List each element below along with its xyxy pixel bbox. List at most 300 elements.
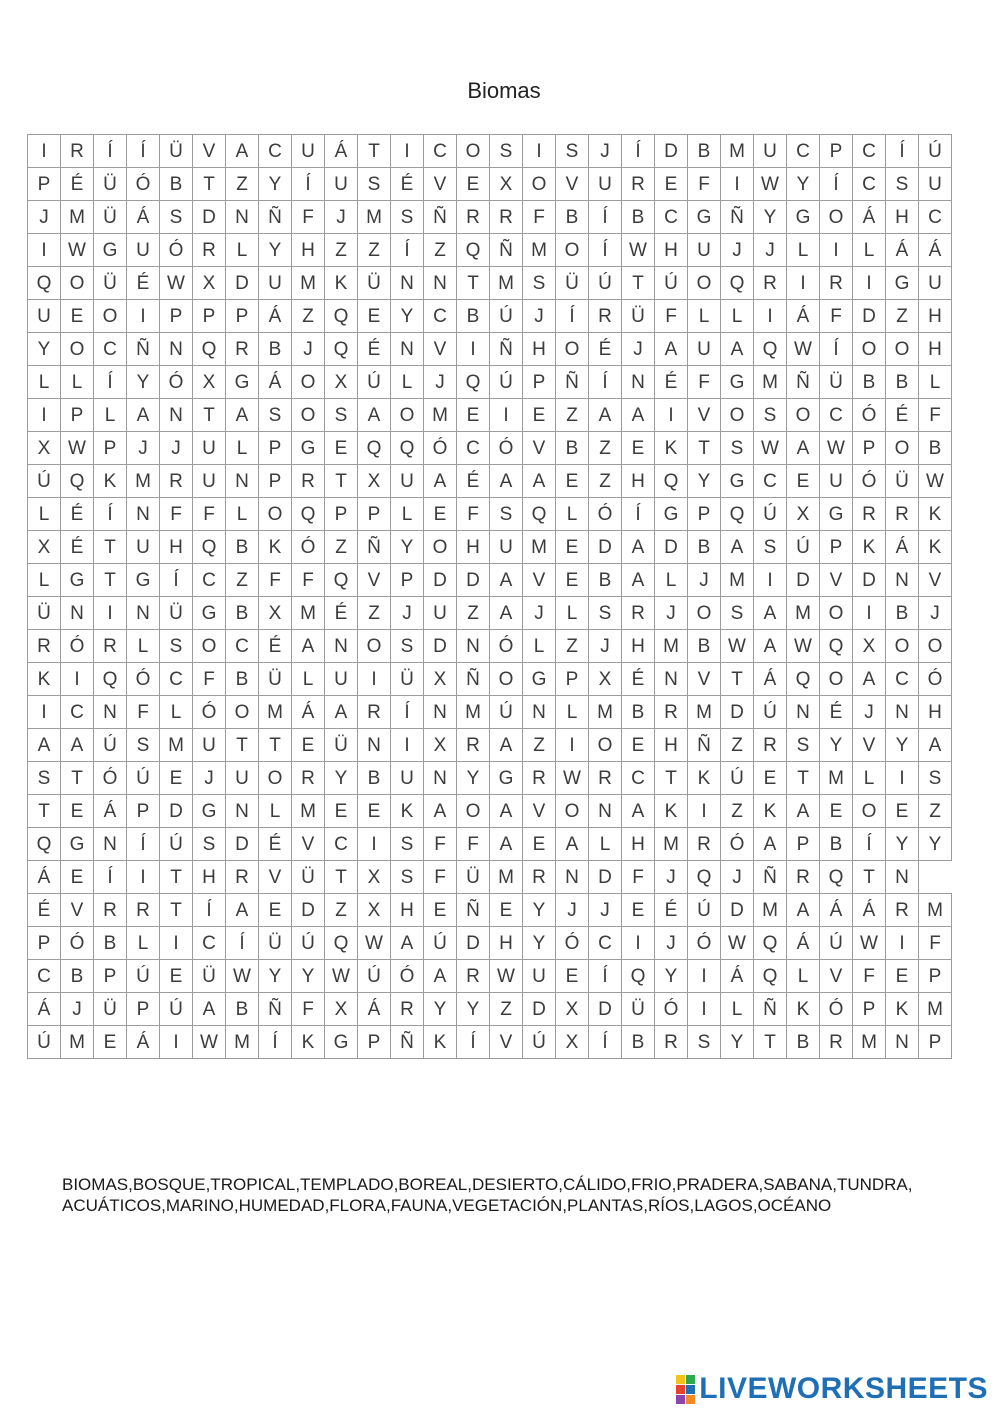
- grid-cell[interactable]: P: [820, 531, 853, 564]
- grid-cell[interactable]: O: [391, 399, 424, 432]
- grid-cell[interactable]: V: [820, 564, 853, 597]
- grid-cell[interactable]: H: [193, 861, 226, 894]
- grid-cell[interactable]: J: [754, 234, 787, 267]
- grid-cell[interactable]: P: [28, 168, 61, 201]
- grid-cell[interactable]: P: [919, 1026, 952, 1059]
- grid-cell[interactable]: É: [886, 399, 919, 432]
- grid-cell[interactable]: I: [391, 135, 424, 168]
- grid-cell[interactable]: A: [193, 993, 226, 1026]
- grid-cell[interactable]: P: [391, 564, 424, 597]
- grid-cell[interactable]: F: [820, 300, 853, 333]
- grid-cell[interactable]: W: [919, 465, 952, 498]
- grid-cell[interactable]: Ü: [259, 663, 292, 696]
- grid-cell[interactable]: B: [259, 333, 292, 366]
- grid-cell[interactable]: V: [688, 399, 721, 432]
- grid-cell[interactable]: T: [259, 729, 292, 762]
- grid-cell[interactable]: S: [523, 267, 556, 300]
- grid-cell[interactable]: T: [655, 762, 688, 795]
- grid-cell[interactable]: S: [688, 1026, 721, 1059]
- grid-cell[interactable]: L: [556, 498, 589, 531]
- grid-cell[interactable]: N: [160, 333, 193, 366]
- grid-cell[interactable]: N: [61, 597, 94, 630]
- grid-cell[interactable]: A: [754, 630, 787, 663]
- grid-cell[interactable]: K: [655, 795, 688, 828]
- grid-cell[interactable]: R: [490, 201, 523, 234]
- grid-cell[interactable]: J: [292, 333, 325, 366]
- grid-cell[interactable]: L: [226, 498, 259, 531]
- grid-cell[interactable]: H: [919, 333, 952, 366]
- grid-cell[interactable]: A: [325, 696, 358, 729]
- grid-cell[interactable]: I: [556, 729, 589, 762]
- grid-cell[interactable]: K: [886, 993, 919, 1026]
- grid-cell[interactable]: Á: [28, 993, 61, 1026]
- grid-cell[interactable]: B: [226, 993, 259, 1026]
- grid-cell[interactable]: N: [94, 828, 127, 861]
- grid-cell[interactable]: Ú: [424, 927, 457, 960]
- grid-cell[interactable]: Z: [589, 465, 622, 498]
- grid-cell[interactable]: P: [919, 960, 952, 993]
- grid-cell[interactable]: J: [556, 894, 589, 927]
- grid-cell[interactable]: E: [820, 795, 853, 828]
- grid-cell[interactable]: L: [919, 366, 952, 399]
- grid-cell[interactable]: P: [853, 993, 886, 1026]
- grid-cell[interactable]: Ó: [193, 696, 226, 729]
- grid-cell[interactable]: C: [325, 828, 358, 861]
- grid-cell[interactable]: X: [424, 663, 457, 696]
- grid-cell[interactable]: Ü: [457, 861, 490, 894]
- grid-cell[interactable]: N: [589, 795, 622, 828]
- grid-cell[interactable]: C: [886, 663, 919, 696]
- grid-cell[interactable]: J: [853, 696, 886, 729]
- grid-cell[interactable]: Ü: [94, 267, 127, 300]
- grid-cell[interactable]: F: [622, 861, 655, 894]
- grid-cell[interactable]: C: [226, 630, 259, 663]
- grid-cell[interactable]: D: [424, 564, 457, 597]
- grid-cell[interactable]: R: [358, 696, 391, 729]
- grid-cell[interactable]: L: [556, 696, 589, 729]
- grid-cell[interactable]: M: [688, 696, 721, 729]
- grid-cell[interactable]: F: [919, 399, 952, 432]
- grid-cell[interactable]: G: [721, 366, 754, 399]
- grid-cell[interactable]: Í: [457, 1026, 490, 1059]
- grid-cell[interactable]: U: [127, 531, 160, 564]
- grid-cell[interactable]: É: [61, 168, 94, 201]
- grid-cell[interactable]: T: [61, 762, 94, 795]
- grid-cell[interactable]: Z: [721, 795, 754, 828]
- grid-cell[interactable]: I: [754, 300, 787, 333]
- grid-cell[interactable]: S: [556, 135, 589, 168]
- grid-cell[interactable]: Í: [853, 828, 886, 861]
- grid-cell[interactable]: Á: [919, 234, 952, 267]
- grid-cell[interactable]: Z: [556, 630, 589, 663]
- grid-cell[interactable]: Ü: [94, 168, 127, 201]
- grid-cell[interactable]: Ñ: [424, 201, 457, 234]
- grid-cell[interactable]: S: [325, 399, 358, 432]
- grid-cell[interactable]: O: [589, 729, 622, 762]
- grid-cell[interactable]: N: [886, 696, 919, 729]
- grid-cell[interactable]: S: [127, 729, 160, 762]
- grid-cell[interactable]: W: [61, 432, 94, 465]
- grid-cell[interactable]: B: [556, 432, 589, 465]
- grid-cell[interactable]: O: [292, 399, 325, 432]
- grid-cell[interactable]: Ú: [127, 762, 160, 795]
- grid-cell[interactable]: O: [490, 663, 523, 696]
- grid-cell[interactable]: Y: [886, 729, 919, 762]
- grid-cell[interactable]: Y: [391, 300, 424, 333]
- grid-cell[interactable]: T: [94, 564, 127, 597]
- grid-cell[interactable]: A: [490, 597, 523, 630]
- grid-cell[interactable]: T: [193, 168, 226, 201]
- grid-cell[interactable]: L: [721, 300, 754, 333]
- grid-cell[interactable]: Ó: [61, 927, 94, 960]
- grid-cell[interactable]: B: [853, 366, 886, 399]
- grid-cell[interactable]: T: [622, 267, 655, 300]
- grid-cell[interactable]: P: [556, 663, 589, 696]
- grid-cell[interactable]: Ü: [28, 597, 61, 630]
- grid-cell[interactable]: R: [160, 465, 193, 498]
- grid-cell[interactable]: D: [721, 696, 754, 729]
- grid-cell[interactable]: R: [655, 696, 688, 729]
- grid-cell[interactable]: Q: [193, 531, 226, 564]
- grid-cell[interactable]: Q: [325, 927, 358, 960]
- grid-cell[interactable]: L: [556, 597, 589, 630]
- grid-cell[interactable]: E: [787, 465, 820, 498]
- grid-cell[interactable]: É: [589, 333, 622, 366]
- grid-cell[interactable]: S: [391, 201, 424, 234]
- grid-cell[interactable]: C: [787, 135, 820, 168]
- grid-cell[interactable]: A: [787, 795, 820, 828]
- grid-cell[interactable]: L: [391, 366, 424, 399]
- grid-cell[interactable]: O: [61, 333, 94, 366]
- grid-cell[interactable]: O: [919, 630, 952, 663]
- grid-cell[interactable]: J: [424, 366, 457, 399]
- grid-cell[interactable]: W: [160, 267, 193, 300]
- grid-cell[interactable]: R: [820, 267, 853, 300]
- grid-cell[interactable]: E: [457, 168, 490, 201]
- grid-cell[interactable]: K: [292, 1026, 325, 1059]
- grid-cell[interactable]: Q: [688, 861, 721, 894]
- grid-cell[interactable]: N: [127, 498, 160, 531]
- grid-cell[interactable]: É: [325, 597, 358, 630]
- grid-cell[interactable]: B: [886, 597, 919, 630]
- grid-cell[interactable]: W: [853, 927, 886, 960]
- grid-cell[interactable]: B: [94, 927, 127, 960]
- grid-cell[interactable]: L: [391, 498, 424, 531]
- grid-cell[interactable]: X: [556, 993, 589, 1026]
- grid-cell[interactable]: J: [589, 630, 622, 663]
- grid-cell[interactable]: E: [61, 795, 94, 828]
- grid-cell[interactable]: J: [655, 597, 688, 630]
- grid-cell[interactable]: O: [358, 630, 391, 663]
- grid-cell[interactable]: R: [457, 960, 490, 993]
- grid-cell[interactable]: Á: [127, 1026, 160, 1059]
- grid-cell[interactable]: N: [886, 1026, 919, 1059]
- grid-cell[interactable]: Ú: [919, 135, 952, 168]
- grid-cell[interactable]: D: [853, 564, 886, 597]
- grid-cell[interactable]: Q: [622, 960, 655, 993]
- grid-cell[interactable]: Z: [226, 168, 259, 201]
- grid-cell[interactable]: O: [820, 663, 853, 696]
- grid-cell[interactable]: B: [622, 201, 655, 234]
- grid-cell[interactable]: U: [391, 465, 424, 498]
- grid-cell[interactable]: É: [61, 531, 94, 564]
- grid-cell[interactable]: E: [556, 531, 589, 564]
- grid-cell[interactable]: N: [457, 630, 490, 663]
- grid-cell[interactable]: H: [622, 630, 655, 663]
- grid-cell[interactable]: Ú: [490, 696, 523, 729]
- grid-cell[interactable]: B: [556, 201, 589, 234]
- grid-cell[interactable]: O: [787, 399, 820, 432]
- grid-cell[interactable]: C: [457, 432, 490, 465]
- grid-cell[interactable]: J: [193, 762, 226, 795]
- grid-cell[interactable]: A: [490, 828, 523, 861]
- grid-cell[interactable]: H: [622, 465, 655, 498]
- grid-cell[interactable]: Ñ: [490, 234, 523, 267]
- grid-cell[interactable]: V: [688, 663, 721, 696]
- grid-cell[interactable]: E: [886, 960, 919, 993]
- grid-cell[interactable]: E: [259, 894, 292, 927]
- grid-cell[interactable]: T: [160, 861, 193, 894]
- grid-cell[interactable]: C: [919, 201, 952, 234]
- grid-cell[interactable]: C: [853, 168, 886, 201]
- grid-cell[interactable]: Ó: [688, 927, 721, 960]
- grid-cell[interactable]: Z: [325, 894, 358, 927]
- grid-cell[interactable]: Á: [94, 795, 127, 828]
- grid-cell[interactable]: Ñ: [457, 663, 490, 696]
- grid-cell[interactable]: Q: [820, 630, 853, 663]
- grid-cell[interactable]: W: [622, 234, 655, 267]
- grid-cell[interactable]: Ü: [160, 597, 193, 630]
- grid-cell[interactable]: R: [589, 762, 622, 795]
- grid-cell[interactable]: F: [292, 564, 325, 597]
- grid-cell[interactable]: Ó: [853, 399, 886, 432]
- grid-cell[interactable]: B: [820, 828, 853, 861]
- grid-cell[interactable]: T: [787, 762, 820, 795]
- grid-cell[interactable]: H: [919, 300, 952, 333]
- grid-cell[interactable]: S: [391, 828, 424, 861]
- grid-cell[interactable]: A: [226, 894, 259, 927]
- grid-cell[interactable]: G: [325, 1026, 358, 1059]
- grid-cell[interactable]: L: [292, 663, 325, 696]
- grid-cell[interactable]: N: [523, 696, 556, 729]
- grid-cell[interactable]: E: [523, 828, 556, 861]
- grid-cell[interactable]: X: [358, 894, 391, 927]
- grid-cell[interactable]: O: [688, 267, 721, 300]
- grid-cell[interactable]: Í: [622, 498, 655, 531]
- grid-cell[interactable]: P: [127, 993, 160, 1026]
- grid-cell[interactable]: L: [160, 696, 193, 729]
- grid-cell[interactable]: H: [490, 927, 523, 960]
- grid-cell[interactable]: Q: [457, 234, 490, 267]
- grid-cell[interactable]: A: [556, 828, 589, 861]
- grid-cell[interactable]: O: [556, 795, 589, 828]
- grid-cell[interactable]: L: [688, 300, 721, 333]
- grid-cell[interactable]: D: [721, 894, 754, 927]
- grid-cell[interactable]: B: [622, 1026, 655, 1059]
- grid-cell[interactable]: F: [292, 201, 325, 234]
- grid-cell[interactable]: U: [688, 333, 721, 366]
- grid-cell[interactable]: X: [28, 531, 61, 564]
- grid-cell[interactable]: Á: [820, 894, 853, 927]
- grid-cell[interactable]: R: [820, 1026, 853, 1059]
- grid-cell[interactable]: É: [28, 894, 61, 927]
- grid-cell[interactable]: O: [457, 795, 490, 828]
- grid-cell[interactable]: M: [721, 135, 754, 168]
- grid-cell[interactable]: R: [886, 498, 919, 531]
- grid-cell[interactable]: L: [787, 234, 820, 267]
- grid-cell[interactable]: M: [523, 234, 556, 267]
- grid-cell[interactable]: S: [721, 597, 754, 630]
- grid-cell[interactable]: P: [259, 465, 292, 498]
- grid-cell[interactable]: I: [457, 333, 490, 366]
- grid-cell[interactable]: D: [589, 993, 622, 1026]
- grid-cell[interactable]: É: [391, 168, 424, 201]
- grid-cell[interactable]: Á: [787, 300, 820, 333]
- grid-cell[interactable]: Q: [61, 465, 94, 498]
- grid-cell[interactable]: J: [589, 135, 622, 168]
- grid-cell[interactable]: P: [28, 927, 61, 960]
- grid-cell[interactable]: P: [820, 135, 853, 168]
- grid-cell[interactable]: A: [721, 531, 754, 564]
- grid-cell[interactable]: R: [226, 861, 259, 894]
- grid-cell[interactable]: Y: [292, 960, 325, 993]
- grid-cell[interactable]: R: [655, 1026, 688, 1059]
- grid-cell[interactable]: R: [886, 894, 919, 927]
- grid-cell[interactable]: Q: [457, 366, 490, 399]
- grid-cell[interactable]: Í: [589, 1026, 622, 1059]
- grid-cell[interactable]: M: [160, 729, 193, 762]
- grid-cell[interactable]: Z: [424, 234, 457, 267]
- grid-cell[interactable]: P: [127, 795, 160, 828]
- grid-cell[interactable]: A: [754, 828, 787, 861]
- grid-cell[interactable]: Ü: [325, 729, 358, 762]
- grid-cell[interactable]: H: [292, 234, 325, 267]
- grid-cell[interactable]: Í: [886, 135, 919, 168]
- grid-cell[interactable]: M: [754, 366, 787, 399]
- grid-cell[interactable]: Ó: [391, 960, 424, 993]
- grid-cell[interactable]: B: [358, 762, 391, 795]
- grid-cell[interactable]: O: [94, 300, 127, 333]
- grid-cell[interactable]: R: [457, 729, 490, 762]
- grid-cell[interactable]: V: [853, 729, 886, 762]
- grid-cell[interactable]: X: [589, 663, 622, 696]
- grid-cell[interactable]: G: [193, 795, 226, 828]
- grid-cell[interactable]: L: [853, 234, 886, 267]
- grid-cell[interactable]: É: [259, 828, 292, 861]
- grid-cell[interactable]: L: [94, 399, 127, 432]
- grid-cell[interactable]: Á: [853, 894, 886, 927]
- grid-cell[interactable]: F: [193, 498, 226, 531]
- grid-cell[interactable]: D: [853, 300, 886, 333]
- grid-cell[interactable]: Z: [523, 729, 556, 762]
- grid-cell[interactable]: F: [688, 366, 721, 399]
- grid-cell[interactable]: Í: [820, 168, 853, 201]
- grid-cell[interactable]: H: [622, 828, 655, 861]
- grid-cell[interactable]: G: [94, 234, 127, 267]
- grid-cell[interactable]: I: [820, 234, 853, 267]
- grid-cell[interactable]: Y: [655, 960, 688, 993]
- grid-cell[interactable]: A: [622, 531, 655, 564]
- grid-cell[interactable]: J: [523, 597, 556, 630]
- grid-cell[interactable]: Ó: [424, 432, 457, 465]
- grid-cell[interactable]: T: [688, 432, 721, 465]
- grid-cell[interactable]: I: [160, 1026, 193, 1059]
- grid-cell[interactable]: U: [325, 168, 358, 201]
- grid-cell[interactable]: Ó: [820, 993, 853, 1026]
- grid-cell[interactable]: Z: [325, 234, 358, 267]
- grid-cell[interactable]: W: [193, 1026, 226, 1059]
- grid-cell[interactable]: Ó: [490, 432, 523, 465]
- grid-cell[interactable]: A: [127, 399, 160, 432]
- grid-cell[interactable]: O: [226, 696, 259, 729]
- grid-cell[interactable]: V: [490, 1026, 523, 1059]
- grid-cell[interactable]: M: [490, 861, 523, 894]
- grid-cell[interactable]: U: [391, 762, 424, 795]
- grid-cell[interactable]: C: [424, 300, 457, 333]
- grid-cell[interactable]: U: [28, 300, 61, 333]
- grid-cell[interactable]: N: [886, 564, 919, 597]
- grid-cell[interactable]: Í: [556, 300, 589, 333]
- grid-cell[interactable]: N: [424, 762, 457, 795]
- grid-cell[interactable]: V: [424, 168, 457, 201]
- grid-cell[interactable]: Ñ: [721, 201, 754, 234]
- grid-cell[interactable]: Ñ: [787, 366, 820, 399]
- grid-cell[interactable]: J: [127, 432, 160, 465]
- grid-cell[interactable]: J: [622, 333, 655, 366]
- grid-cell[interactable]: Ú: [490, 366, 523, 399]
- grid-cell[interactable]: I: [94, 597, 127, 630]
- grid-cell[interactable]: I: [490, 399, 523, 432]
- grid-cell[interactable]: Í: [94, 498, 127, 531]
- grid-cell[interactable]: K: [325, 267, 358, 300]
- grid-cell[interactable]: S: [721, 432, 754, 465]
- grid-cell[interactable]: Y: [523, 894, 556, 927]
- grid-cell[interactable]: Q: [721, 267, 754, 300]
- grid-cell[interactable]: E: [622, 432, 655, 465]
- grid-cell[interactable]: E: [622, 894, 655, 927]
- grid-cell[interactable]: V: [358, 564, 391, 597]
- grid-cell[interactable]: D: [193, 201, 226, 234]
- grid-cell[interactable]: Z: [226, 564, 259, 597]
- grid-cell[interactable]: Á: [721, 960, 754, 993]
- grid-cell[interactable]: R: [754, 729, 787, 762]
- grid-cell[interactable]: B: [226, 663, 259, 696]
- grid-cell[interactable]: W: [490, 960, 523, 993]
- grid-cell[interactable]: C: [61, 696, 94, 729]
- grid-cell[interactable]: G: [292, 432, 325, 465]
- grid-cell[interactable]: E: [325, 795, 358, 828]
- grid-cell[interactable]: F: [523, 201, 556, 234]
- grid-cell[interactable]: E: [325, 432, 358, 465]
- grid-cell[interactable]: Á: [28, 861, 61, 894]
- grid-cell[interactable]: S: [886, 168, 919, 201]
- grid-cell[interactable]: D: [523, 993, 556, 1026]
- grid-cell[interactable]: G: [655, 498, 688, 531]
- grid-cell[interactable]: P: [523, 366, 556, 399]
- grid-cell[interactable]: J: [655, 861, 688, 894]
- grid-cell[interactable]: Í: [127, 135, 160, 168]
- grid-cell[interactable]: P: [94, 960, 127, 993]
- grid-cell[interactable]: M: [292, 597, 325, 630]
- grid-cell[interactable]: Y: [127, 366, 160, 399]
- grid-cell[interactable]: G: [61, 564, 94, 597]
- grid-cell[interactable]: P: [259, 432, 292, 465]
- grid-cell[interactable]: Í: [820, 333, 853, 366]
- grid-cell[interactable]: I: [391, 729, 424, 762]
- grid-cell[interactable]: I: [358, 828, 391, 861]
- grid-cell[interactable]: W: [721, 630, 754, 663]
- grid-cell[interactable]: A: [490, 564, 523, 597]
